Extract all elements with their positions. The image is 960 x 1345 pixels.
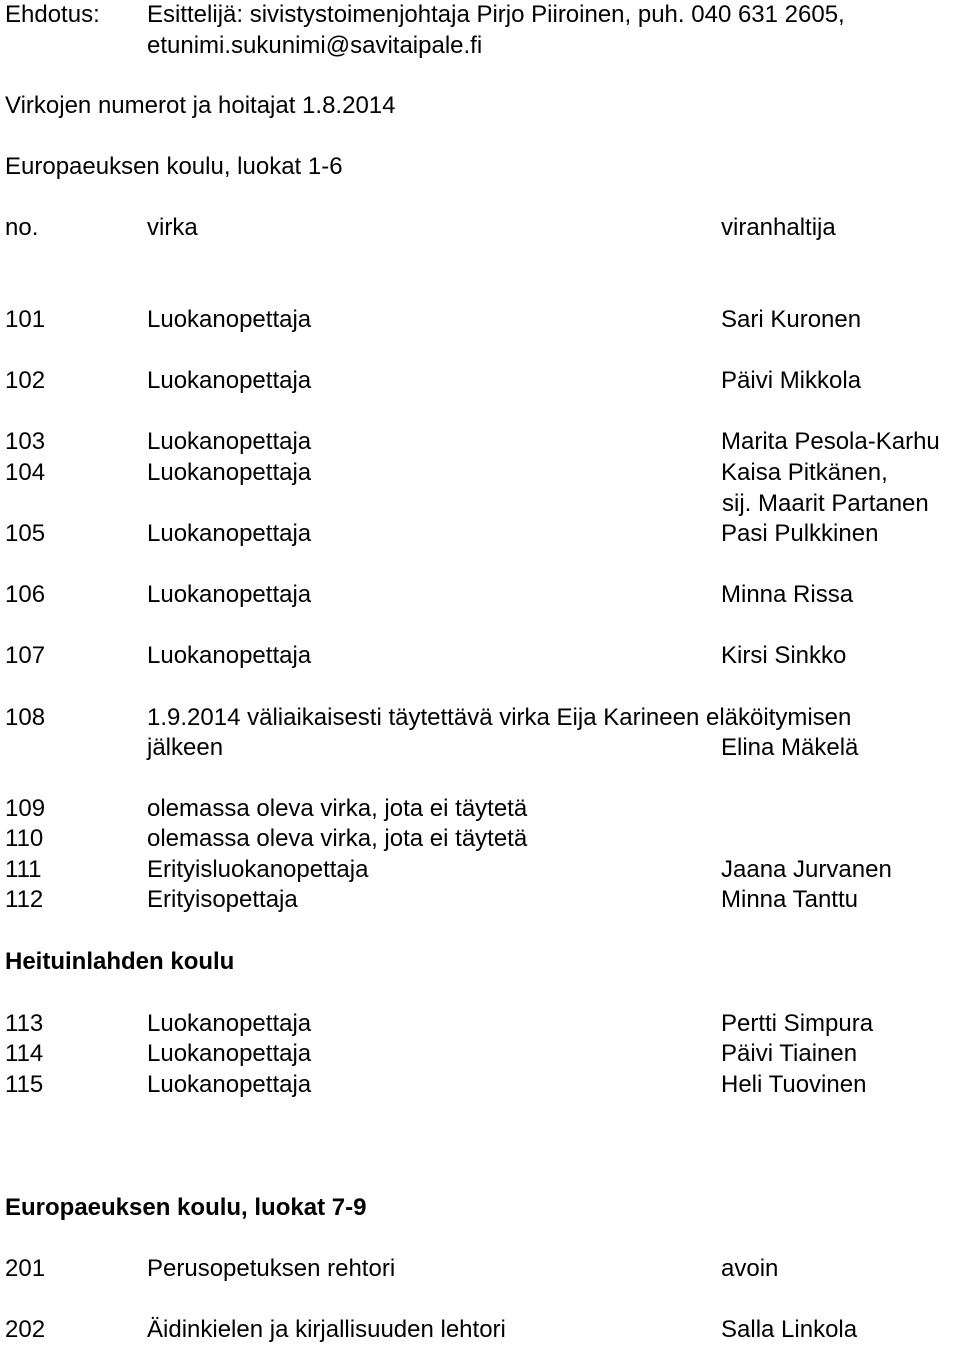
row-position: 1.9.2014 väliaikaisesti täytettävä virka Eija Karineen eläköitymisen [147,704,852,731]
row-holder: Minna Rissa [721,581,854,608]
row-position: olemassa oleva virka, jota ei täytetä [147,795,528,822]
row-position: Luokanopettaja [147,1071,312,1098]
column-header-position: virka [147,214,198,241]
presenter-line: Esittelijä: sivistystoimenjohtaja Pirjo Piiroinen, puh. 040 631 2605, [147,1,845,28]
row-number: 107 [5,642,46,669]
row-position: Luokanopettaja [147,520,312,547]
row-holder: Heli Tuovinen [721,1071,867,1098]
row-position: Luokanopettaja [147,367,312,394]
row-holder: Marita Pesola-Karhu [721,428,940,455]
row-holder-substitute: sij. Maarit Partanen [722,490,929,517]
row-number: 105 [5,520,46,547]
row-position: Luokanopettaja [147,428,312,455]
row-number: 202 [5,1316,46,1343]
row-position: Erityisluokanopettaja [147,856,369,883]
document-title: Virkojen numerot ja hoitajat 1.8.2014 [5,92,396,119]
contact-email: etunimi.sukunimi@savitaipale.fi [147,32,483,59]
row-number: 111 [5,856,42,883]
row-position: Äidinkielen ja kirjallisuuden lehtori [147,1316,506,1343]
row-position: Luokanopettaja [147,642,312,669]
column-header-holder: viranhaltija [721,214,836,241]
row-number: 102 [5,367,46,394]
row-position: Luokanopettaja [147,581,312,608]
row-holder: Päivi Mikkola [721,367,862,394]
row-number: 110 [5,825,44,852]
row-holder: Jaana Jurvanen [721,856,892,883]
row-position-continued: jälkeen [147,734,224,761]
row-holder: Elina Mäkelä [721,734,859,761]
row-number: 112 [5,886,44,913]
column-header-number: no. [5,214,39,241]
row-number: 115 [5,1071,44,1098]
row-holder: avoin [721,1255,779,1282]
row-holder: Kirsi Sinkko [721,642,847,669]
row-number: 108 [5,704,46,731]
section-title-grades-7-9: Europaeuksen koulu, luokat 7-9 [5,1194,367,1221]
section-title-heituinlahti: Heituinlahden koulu [5,948,235,975]
row-position: Luokanopettaja [147,306,312,333]
row-number: 109 [5,795,46,822]
row-position: olemassa oleva virka, jota ei täytetä [147,825,528,852]
proposal-label: Ehdotus: [5,1,100,28]
row-holder: Pertti Simpura [721,1010,874,1037]
row-position: Luokanopettaja [147,1010,312,1037]
row-holder: Pasi Pulkkinen [721,520,879,547]
row-number: 106 [5,581,46,608]
row-number: 113 [5,1010,44,1037]
row-holder: Minna Tanttu [721,886,858,913]
row-holder: Salla Linkola [721,1316,858,1343]
row-position: Perusopetuksen rehtori [147,1255,396,1282]
row-number: 101 [5,306,46,333]
row-position: Luokanopettaja [147,459,312,486]
section-title-grades-1-6: Europaeuksen koulu, luokat 1-6 [5,153,343,180]
row-holder: Sari Kuronen [721,306,862,333]
row-number: 104 [5,459,46,486]
row-number: 201 [5,1255,46,1282]
row-number: 103 [5,428,46,455]
row-holder: Kaisa Pitkänen, [721,459,888,486]
row-position: Erityisopettaja [147,886,298,913]
row-holder: Päivi Tiainen [721,1040,858,1067]
row-number: 114 [5,1040,44,1067]
row-position: Luokanopettaja [147,1040,312,1067]
